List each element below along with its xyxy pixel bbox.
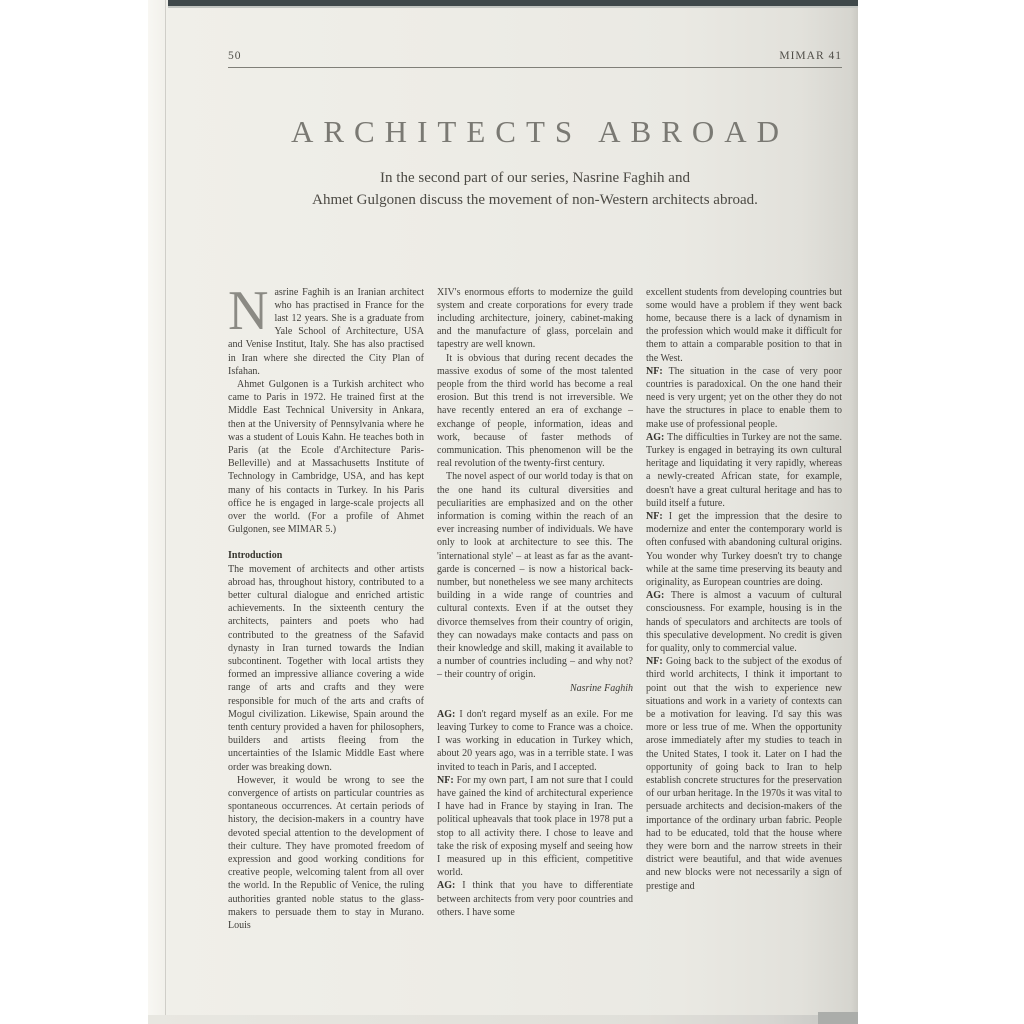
article-subtitle: [228, 168, 842, 212]
running-header: [228, 50, 842, 68]
body-paragraph: XIV's enormous efforts to modernize the guild system and create corporations for every trade including architecture, joinery, cabinet-making and the manufacture of glass, porcelain and tapestry are well known.: [437, 286, 633, 351]
journal-title: MIMAR 41: [779, 50, 842, 62]
dialogue-paragraph: NF: The situation in the case of very poor countries is paradoxical. On the one hand their need is very urgent; yet on the other they do not have the structures in place to enable them to make use of professional people.: [646, 365, 842, 430]
dialogue-paragraph: AG: I think that you have to differentiate between architects from very poor countries and others. I have some: [437, 880, 633, 918]
dialogue-paragraph: NF: Going back to the subject of the exodus of third world architects, I think it important to point out that the wish to experience new situations and work in a variety of contexts can be a motivation for leaving. I'd say this was more or less true of me. When the opportunity arose immediately after my studies to teach in the United States, I took it. Later on I had the opportunity of going back to Iran to help establish concrete structures for the preservation of our urban heritage. In the 1970s it was vital to persuade architects and decision-makers of the importance of the ordinary urban fabric. People had to be educated, told that the house where they were born and the narrow streets in their district were beautiful, and that wide avenues and new blocks were not necessarily a sign of prestige and: [646, 656, 843, 892]
dialogue-paragraph: NF: I get the impression that the desire to modernize and enter the contemporary world is often confused with abandoning cultural origins. You wonder why Turkey doesn't try to change while at the same time preserving its beauty and originality, as European countries are doing.: [646, 510, 842, 588]
body-paragraph: excellent students from developing countries but some would have a problem if they went back home, because there is a lack of dynamism in the profession which would make it difficult for them to attain a comparable position to that in the West.: [646, 286, 842, 364]
text-column-3: [646, 286, 842, 933]
speaker-label: NF:: [646, 365, 669, 377]
article-columns: [228, 279, 843, 933]
page-number: 50: [228, 50, 242, 62]
body-paragraph: The novel aspect of our world today is that on the one hand its cultural diversities and peculiarities are emphasized and on the other information is coming within the reach of an ever increasing number of individuals. We have only to look at architecture to see this. The 'international style' – at least as far as the avant-garde is concerned – is now a historical back-number, but nonetheless we see many architects building in a wide range of countries and cultural contexts. Even if at the outset they divorce themselves from their country of origin, they can nowadays make contacts and pass on their knowledge and skill, making it available to a number of countries including – and why not? – their country of origin.: [437, 471, 633, 681]
page-content: [228, 0, 842, 932]
article-title: ARCHITECTS ABROAD: [290, 114, 790, 149]
speaker-label: NF:: [646, 510, 669, 522]
section-heading: Introduction: [228, 550, 283, 562]
speaker-label: AG:: [646, 431, 668, 443]
body-paragraph: Ahmet Gulgonen is a Turkish architect who came to Paris in 1972. He trained first at the Middle East Technical University in Ankara, then at the University of Pennsylvania where he was a student of Louis Kahn. He teaches both in Paris (at the Ecole d'Architecture Paris-Belleville) and at Massachusetts Institute of Technology in Cambridge, USA, and has kept many of his contacts in Turkey. In his Paris office he is engaged in large-scale projects all over the world. (For a profile of Ahmet Gulgonen, see MIMAR 5.): [228, 378, 424, 536]
dialogue-paragraph: AG: There is almost a vacuum of cultural consciousness. For example, housing is in the hands of speculators and architects are tools of this speculative development. No credit is given for quality, only to commercial value.: [646, 590, 842, 654]
body-paragraph: The movement of architects and other artists abroad has, throughout history, contributed to a better cultural dialogue and enriched artistic achievements. In the sixteenth century the architects, painters and poets who had contributed to the greatness of the Safavid dynasty in Iran turned towards the Indian subcontinent. Together with local artists they formed an impressive alliance covering a wide range of arts and crafts and they were responsible for much of the arts and crafts of Mogul civilization. Likewise, Spain around the tenth century provided a haven for philosophers, builders and artists fleeing from the uncertainties of the Islamic Middle East where order was breaking down.: [228, 563, 424, 773]
dialogue-paragraph: AG: The difficulties in Turkey are not the same. Turkey is engaged in betraying its own cultural heritage and liquidating it very rapidly, whereas a newly-created African state, for example, doesn't have a great cultural heritage and has to build itself a future.: [646, 431, 842, 509]
speaker-label: AG:: [437, 880, 463, 892]
body-paragraph: However, it would be wrong to see the convergence of artists on particular countries as spontaneous occurrences. At certain periods of history, the decision-makers in a country have devoted special attention to the development of their culture. They have promoted freedom of expression and good working conditions for creative people, welcoming talent from all over the world. In the Republic of Venice, the ruling authorities granted noble status to the glass-makers to persuade them to stay in Murano. Louis: [228, 774, 424, 932]
speaker-label: AG:: [437, 708, 460, 720]
byline: Nasrine Faghih: [569, 682, 633, 694]
speaker-label: NF:: [437, 774, 457, 786]
page-bottom-corner-shadow: [818, 1012, 858, 1024]
dialogue-paragraph: AG: I don't regard myself as an exile. For me leaving Turkey to come to France was a choice. I was working in education in Turkey which, about 20 years ago, was in a terrible state. I was invited to teach in Paris, and I accepted.: [437, 708, 633, 773]
magazine-page: [148, 0, 858, 1024]
subtitle-line-2: Ahmet Gulgonen discuss the movement of non-Western architects abroad.: [312, 191, 758, 208]
subtitle-line-1: In the second part of our series, Nasrine Faghih and: [380, 170, 690, 186]
text-column-1: [228, 279, 424, 933]
page-bottom-edge-band: [148, 1015, 858, 1024]
speaker-label: AG:: [646, 590, 671, 602]
page-left-edge-line: [165, 0, 166, 1024]
drop-cap: N: [228, 279, 269, 342]
body-paragraph: It is obvious that during recent decades the massive exodus of some of the most talented people from the third world has become a real erosion. But this trend is not irreversible. We have recently entered an era of exchange – exchange of people, information, ideas and work, because of faster methods of communication. This phenomenon will be the real revolution of the twenty-first century.: [437, 352, 633, 470]
body-paragraph: Nasrine Faghih is an Iranian architect who has practised in France for the last 12 years. She is a graduate from Yale School of Architecture, USA and Venise Institut, Italy. She has also practised in Iran where she directed the City Plan of Isfahan.: [228, 279, 424, 377]
dialogue-paragraph: NF: For my own part, I am not sure that I could have gained the kind of architectural experience I have had in France by staying in Iran. The political upheavals that took place in 1978 put a stop to all activity there. I chose to leave and take the risk of exposing myself and seeing how I measured up in this efficient, competitive world.: [437, 774, 633, 879]
speaker-label: NF:: [646, 656, 666, 668]
text-column-2: [437, 286, 633, 933]
